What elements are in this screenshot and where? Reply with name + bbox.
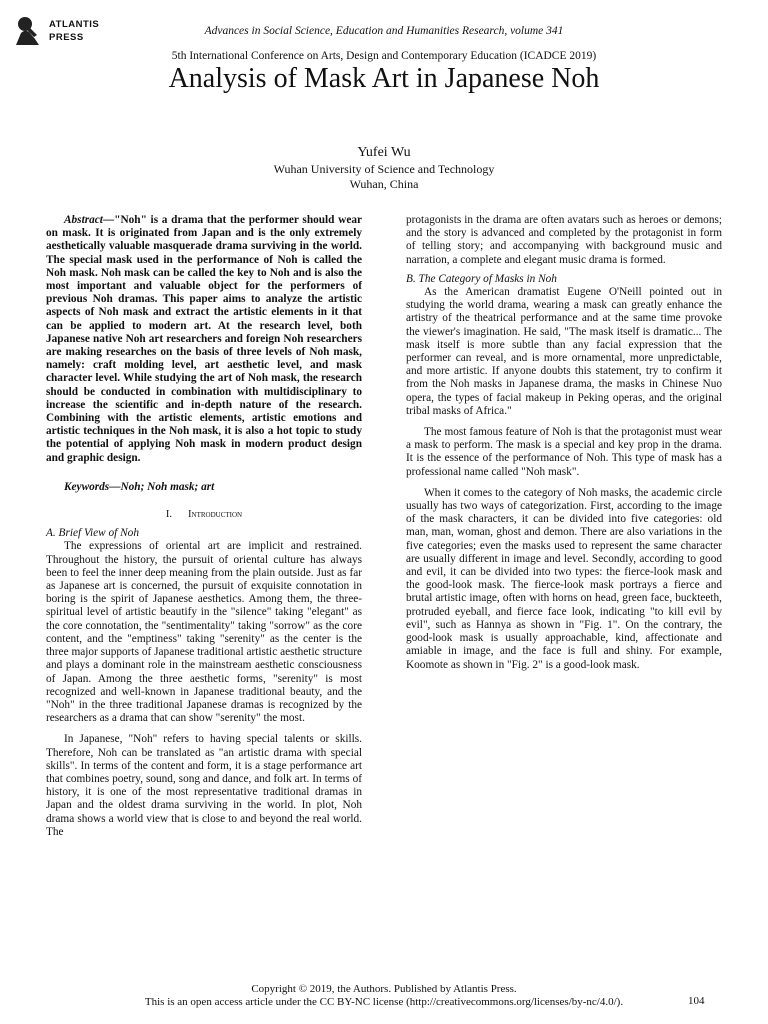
logo-text-press: PRESS xyxy=(49,32,84,43)
page-number: 104 xyxy=(688,995,705,1007)
abstract xyxy=(46,214,362,465)
journal-header: Advances in Social Science, Education and Humanities Research, volume 341 xyxy=(204,25,564,37)
conference-header: 5th International Conference on Arts, Design and Contemporary Education (ICADCE 2019) xyxy=(171,50,597,62)
paragraph: The expressions of oriental art are implicit and restrained. Throughout the history, the pursuit of oriental culture has always been to feel the inner deep meaning from the plain outside. Just as far as Japanese art is concerned, the pursuit of exquisite connotation in boring is the spirit of Japanese aesthetics. Among them, the three-spiritual level of artistic beautify in the "silence" taking "elegant" as the core connotation, the "sentimentality" taking "sorrow" as the core content, and the "emptiness" taking "serenity" as the center is the three major supports of Japanese traditional artistic aesthetic structure and plays a dominant role in the mainstream aesthetic consciousness of Japan. Among the three aesthetic forms, "serenity" is most recognized and well-known in Japanese traditional beauty, and the "Noh" in the three traditional Japanese dramas is recognized by the researchers as a drama that can show "serenity" the most. xyxy=(46,540,362,725)
affiliation-institution: Wuhan University of Science and Technology xyxy=(273,162,495,176)
section-number: I. xyxy=(165,509,173,521)
abstract-label: Abstract xyxy=(64,214,103,226)
paper-title: Analysis of Mask Art in Japanese Noh xyxy=(168,63,600,94)
paragraph: The most famous feature of Noh is that the protagonist must wear a mask to perform. The mask is a special and key prop in the drama. It is the essence of the performance of Noh. This type of mask has a professional name called "Noh mask". xyxy=(406,426,722,478)
logo-text-atlantis: ATLANTIS xyxy=(49,19,100,30)
paragraph: When it comes to the category of Noh masks, the academic circle usually has two ways of categorization. First, according to the image of the mask characters, it can be divided into five categories: old man, man, woman, ghost and demon. There are also variations in the five categories; even the masks used to represent the same character are usually different in image and level. Secondly, according to good and evil, it can be divided into two types: the fierce-look mask and the good-look mask. The fierce-look mask portrays a fierce and brutal artistic image, often with horns on head, green face, buckteeth, protruded eyeball, and fierce face look, indicating "to kill evil by evil", such as Hannya as shown in "Fig. 1". On the contrary, the good-look mask is usually approachable, kind, affectionate and amiable in image, and the face is full and shiny. For example, Koomote as shown in "Fig. 2" is a good-look mask. xyxy=(406,486,722,671)
abstract-dash: — xyxy=(102,214,115,226)
subsection-heading-a: A. Brief View of Noh xyxy=(46,527,139,540)
paragraph: In Japanese, "Noh" refers to having special talents or skills. Therefore, Noh can be translated as "an artistic drama with special skills". In terms of the content and form, it is a stage performance art that combines poetry, sound, song and dance, and folk art. In terms of history, it is one of the most representative traditional dramas in Japan and the oldest drama surviving in the world. In plot, Noh drama shows a world view that is close to and beyond the real world. The xyxy=(46,733,362,838)
right-column xyxy=(406,214,722,672)
subsection-heading-b: B. The Category of Masks in Noh xyxy=(406,272,557,285)
affiliation-location: Wuhan, China xyxy=(349,177,419,191)
author-name: Yufei Wu xyxy=(357,145,411,160)
section-title: Introduction xyxy=(188,509,243,521)
left-column xyxy=(46,214,362,839)
section-heading-introduction xyxy=(46,508,362,521)
abstract-text: "Noh" is a drama that the performer should wear on mask. It is originated from Japan and is the only extremely aesthetically valuable masquerade drama surviving in the world. The special mask used in the performance of Noh is called the Noh mask. Noh mask can be called the key to Noh and is also the most important and valuable object for the performers of previous Noh dramas. This paper aims to analyze the artistic aspects of Noh mask and extract the artistic elements in it that can be applied to modern art. At the research level, both Japanese native Noh art researchers and foreign Noh researchers are making researches on the basis of three levels of Noh mask, namely: craft molding level, art aesthetic level, and mask character level. While studying the art of Noh mask, the research should be conducted in combination with multidisciplinary to increase the scientific and in-depth nature of the research. Combining with the artistic elements, artistic emotions and artistic techniques in the Noh mask, it is also a hot topic to study the potential of applying Noh mask in modern product design and graphic design. xyxy=(46,214,362,464)
keywords: Keywords—Noh; Noh mask; art xyxy=(64,480,215,493)
license-notice: This is an open access article under the CC BY-NC license (http://creativecommons.org/licenses/by-nc/4.0/). xyxy=(144,996,624,1008)
paragraph: As the American dramatist Eugene O'Neill pointed out in studying the world drama, wearing a mask can greatly enhance the artistry of the theatrical performance and at the same time provoke the viewer's imagination. He said, "The mask itself is dramatic... The mask itself is more subtle than any facial expression that the performer can reveal, and is more ornamental, more unpredictable, and more artistic. If anyone doubts this statement, try to confirm it from the Noh masks in Japanese drama, the masks in Chinese Nuo opera, the types of facial makeup in Peking operas, and the original tribal masks of Africa." xyxy=(406,286,722,417)
paragraph: protagonists in the drama are often avatars such as heroes or demons; and the story is advanced and completed by the protagonist in form of telling story; and accompanying with background music and narration, a complete and elegant music drama is formed. xyxy=(406,214,722,266)
copyright-notice: Copyright © 2019, the Authors. Published by Atlantis Press. xyxy=(251,983,517,995)
